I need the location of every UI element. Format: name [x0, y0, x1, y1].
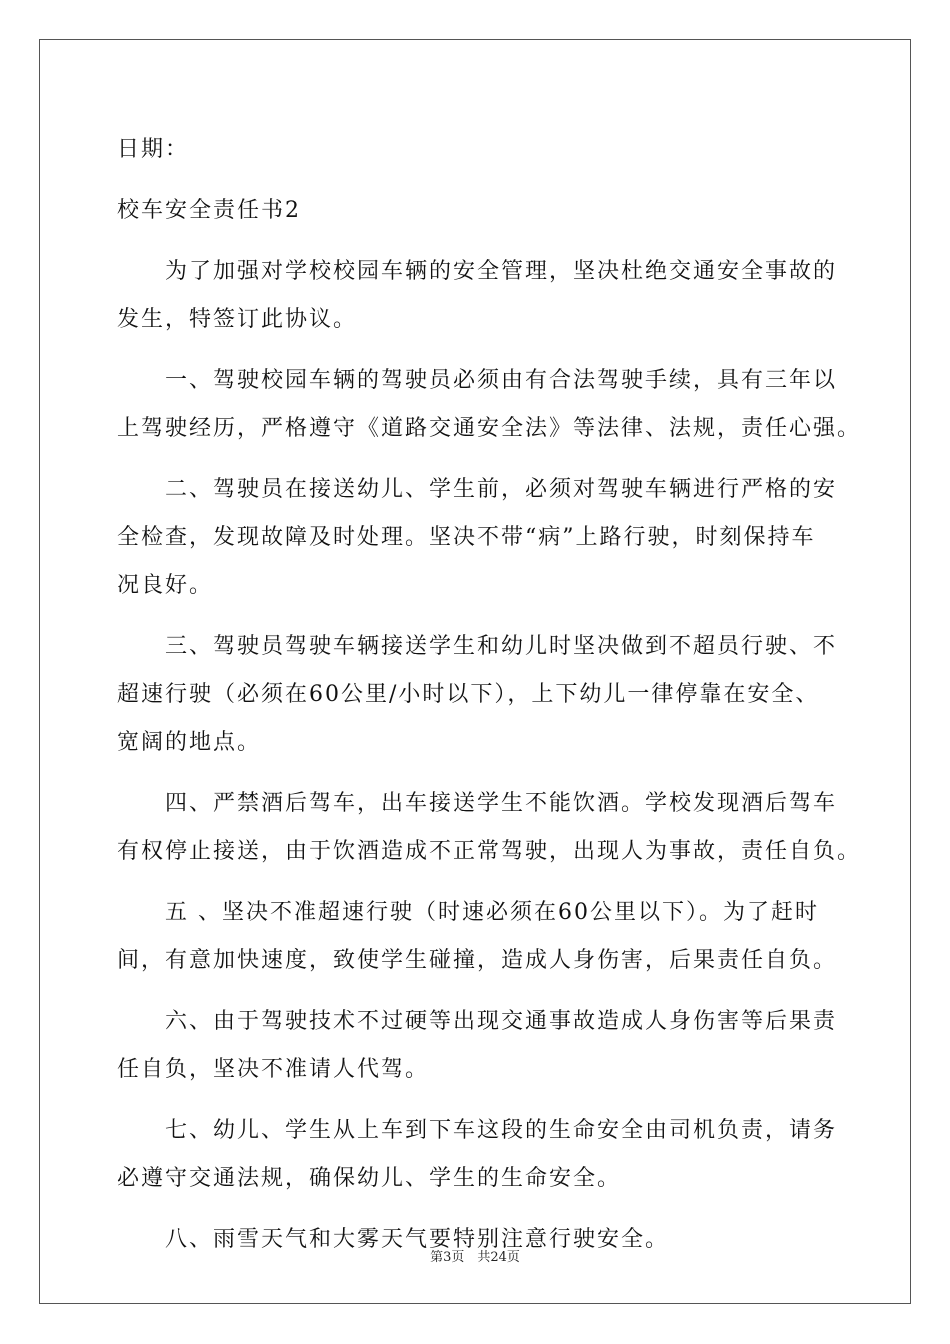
- paragraph-line: 七、幼儿、学生从上车到下车这段的生命安全由司机负责，请务: [165, 1118, 838, 1143]
- paragraph-line: 一、驾驶校园车辆的驾驶员必须由有合法驾驶手续，具有三年以: [165, 368, 838, 393]
- paragraph-line: 有权停止接送，由于饮酒造成不正常驾驶，出现人为事故，责任自负。: [117, 839, 862, 864]
- date-label: 日期：: [117, 137, 190, 162]
- document-title: 校车安全责任书2: [117, 198, 301, 223]
- paragraph-line: 五 、坚决不准超速行驶（时速必须在60公里以下）。为了赶时: [165, 900, 819, 925]
- paragraph-line: 为了加强对学校校园车辆的安全管理，坚决杜绝交通安全事故的: [165, 259, 838, 284]
- paragraph-line: 发生，特签订此协议。: [117, 307, 358, 332]
- paragraph-line: 三、驾驶员驾驶车辆接送学生和幼儿时坚决做到不超员行驶、不: [165, 634, 838, 659]
- paragraph-line: 必遵守交通法规，确保幼儿、学生的生命安全。: [117, 1166, 622, 1191]
- paragraph-line: 超速行驶（必须在60公里/小时以下），上下幼儿一律停靠在安全、: [117, 682, 820, 707]
- paragraph-line: 上驾驶经历，严格遵守《道路交通安全法》等法律、法规，责任心强。: [117, 416, 862, 441]
- paragraph-line: 任自负，坚决不准请人代驾。: [117, 1057, 430, 1082]
- paragraph-line: 二、驾驶员在接送幼儿、学生前，必须对驾驶车辆进行严格的安: [165, 477, 838, 502]
- paragraph-line: 宽阔的地点。: [117, 730, 262, 755]
- page-number: 第3页 共24页: [430, 1250, 520, 1265]
- paragraph-line: 全检查，发现故障及时处理。坚决不带“病”上路行驶，时刻保持车: [117, 525, 816, 550]
- paragraph-line: 四、严禁酒后驾车，出车接送学生不能饮酒。学校发现酒后驾车: [165, 791, 838, 816]
- document-body: [117, 126, 862, 1264]
- paragraph-line: 六、由于驾驶技术不过硬等出现交通事故造成人身伤害等后果责: [165, 1009, 838, 1034]
- paragraph-line: 八、雨雪天气和大雾天气要特别注意行驶安全。: [165, 1227, 670, 1252]
- paragraph-line: 况良好。: [117, 573, 214, 598]
- paragraph-line: 间，有意加快速度，致使学生碰撞，造成人身伤害，后果责任自负。: [117, 948, 838, 973]
